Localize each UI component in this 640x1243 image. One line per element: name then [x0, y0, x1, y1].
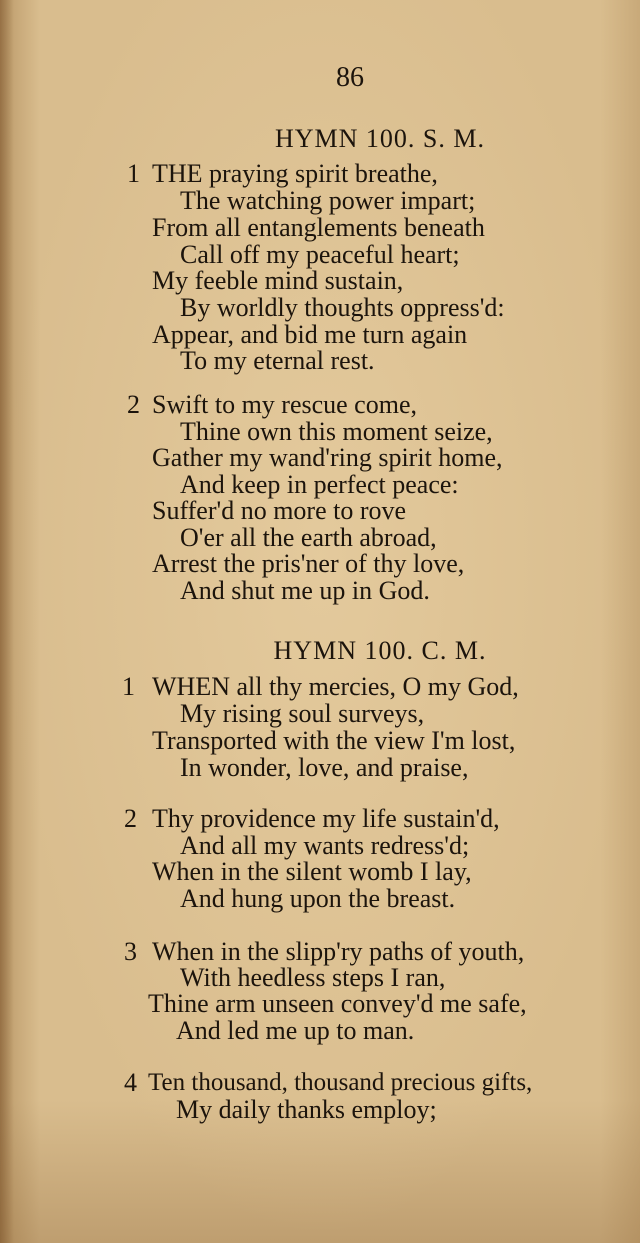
verse-line: My feeble mind sustain,: [152, 266, 404, 295]
verse-number: 3: [124, 937, 137, 966]
verse-line: From all entanglements beneath: [152, 213, 485, 242]
verse-number: 2: [127, 390, 140, 419]
verse-line: Ten thousand, thousand precious gifts,: [148, 1069, 533, 1096]
verse-line: And keep in perfect peace:: [180, 470, 459, 499]
verse-line: In wonder, love, and praise,: [180, 753, 469, 782]
verse-line: When in the silent womb I lay,: [152, 857, 472, 886]
verse-line: By worldly thoughts oppress'd:: [180, 293, 505, 322]
verse-line: When in the slipp'ry paths of youth,: [152, 937, 525, 966]
verse-line: With heedless steps I ran,: [180, 963, 446, 992]
verse-line: Suffer'd no more to rove: [152, 496, 407, 525]
verse-line: And hung upon the breast.: [180, 884, 456, 913]
verse-line: To my eternal rest.: [180, 346, 375, 375]
verse-line: Call off my peaceful heart;: [180, 240, 460, 269]
verse-line: And all my wants redress'd;: [180, 831, 470, 860]
verse-number: 4: [124, 1068, 137, 1097]
verse-line: Arrest the pris'ner of thy love,: [152, 549, 465, 578]
page-number: 86: [336, 62, 364, 93]
verse-line: Gather my wand'ring spirit home,: [152, 443, 503, 472]
verse-line: And led me up to man.: [176, 1016, 415, 1045]
verse-line: And shut me up in God.: [180, 576, 430, 605]
verse-line: O'er all the earth abroad,: [180, 523, 437, 552]
verse-line: Thine own this moment seize,: [180, 417, 493, 446]
verse-line: Swift to my rescue come,: [152, 390, 417, 419]
verse-line: The watching power impart;: [180, 186, 476, 215]
verse-line: My daily thanks employ;: [176, 1095, 437, 1124]
verse-line: Transported with the view I'm lost,: [152, 726, 516, 755]
verse-line: Appear, and bid me turn again: [152, 320, 468, 349]
page-edge-shadow: [0, 0, 14, 1243]
verse-line: Thine arm unseen convey'd me safe,: [148, 989, 527, 1018]
verse-number: 1: [127, 159, 140, 188]
verse-line: THE praying spirit breathe,: [152, 159, 438, 188]
verse-line: My rising soul surveys,: [180, 699, 425, 728]
hymn-heading-2: HYMN 100. C. M.: [273, 636, 487, 665]
verse-number: 2: [124, 804, 137, 833]
hymn-heading-1: HYMN 100. S. M.: [274, 124, 486, 153]
verse-number: 1: [122, 672, 135, 701]
verse-line: WHEN all thy mercies, O my God,: [152, 672, 519, 701]
verse-line: Thy providence my life sustain'd,: [152, 804, 500, 833]
